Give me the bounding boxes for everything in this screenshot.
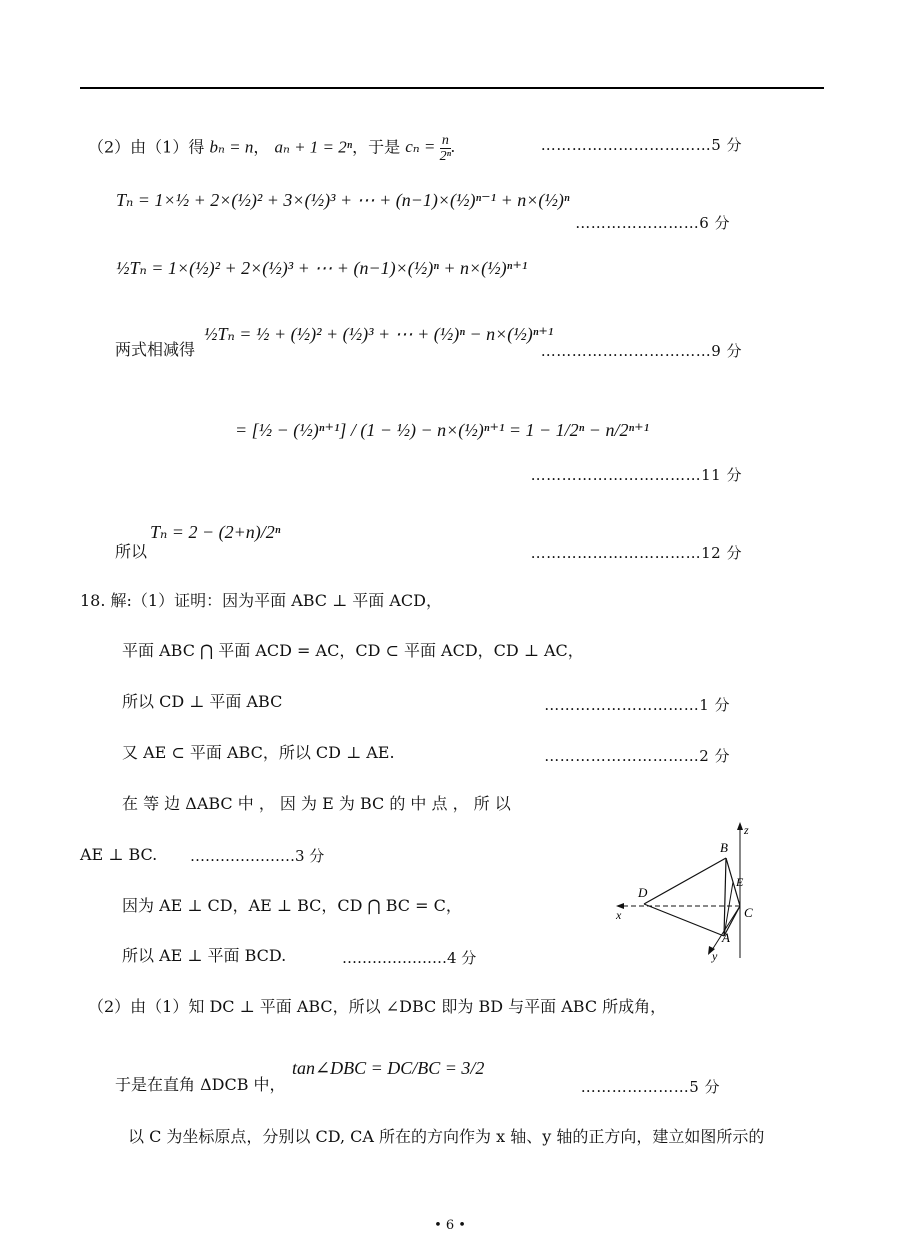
subtract-equation: ½Tₙ = ½ + (½)² + (½)³ + ⋯ + (½)ⁿ − n×(½)ⁿ⁺¹ [204,324,554,344]
cn-equation: cₙ = $\frac{n}{\text{2ⁿ}}$ . [405,133,456,164]
score-12: ……………………………12 分 [530,544,742,562]
q18-line4: 又 AE ⊂ 平面 ABC，所以 CD ⊥ AE. [122,743,395,762]
label-A: A [722,930,730,945]
label-C: C [744,905,753,920]
suoyi-label: 所以 [115,542,148,561]
score-5b: …………………5 分 [580,1078,720,1096]
right-angle-label: 于是在直角 ΔDCB 中， [115,1075,286,1094]
an-equation: aₙ + 1 = 2ⁿ [274,137,353,157]
tan-equation: tan∠DBC = DC/BC = 3/2 [292,1058,485,1078]
edge-DB [644,858,726,904]
label-D: D [638,885,648,900]
edge-DA [644,904,724,936]
q18-line7: 因为 AE ⊥ CD，AE ⊥ BC，CD ⋂ BC = C， [122,896,462,915]
score-6: ……………………6 分 [575,214,730,232]
q18-line6: AE ⊥ BC. [80,845,158,864]
q18-line3: 所以 CD ⊥ 平面 ABC [122,692,283,711]
score-5: ……………………………5 分 [540,136,742,154]
q18-part2: （2）由（1）知 DC ⊥ 平面 ABC，所以 ∠DBC 即为 BD 与平面 ABC 所成角， [88,997,667,1016]
Tn-expansion: Tₙ = 1×½ + 2×(½)² + 3×(½)³ + ⋯ + (n−1)×(½)ⁿ⁻¹ + n×(½)ⁿ [116,190,570,210]
subtract-label: 两式相减得 [115,340,196,359]
label-y: y [712,949,718,963]
label-z: z [744,823,749,837]
score-11: ……………………………11 分 [530,466,742,484]
label-x: x [616,908,622,922]
fraction-equation: = [½ − (½)ⁿ⁺¹] / (1 − ½) − n×(½)ⁿ⁺¹ = 1 − 1/2ⁿ − n/2ⁿ⁺¹ [235,420,650,440]
page-number: • 6 • [434,1218,466,1233]
q18-line5: 在 等 边 ΔABC 中 ， 因 为 E 为 BC 的 中 点 ， 所 以 [122,794,511,813]
header-rule [80,87,824,89]
z-axis-arrow [737,822,743,830]
q18-line1: 18. 解:（1）证明：因为平面 ABC ⊥ 平面 ACD， [80,591,442,610]
q18-line8: 所以 AE ⊥ 平面 BCD. [122,946,287,965]
half-Tn-expansion: ½Tₙ = 1×(½)² + 2×(½)³ + ⋯ + (n−1)×(½)ⁿ + n×(½)ⁿ⁺¹ [116,258,528,278]
score-4: …………………4 分 [342,949,477,967]
score-1: …………………………1 分 [544,696,730,714]
bn-equation: bₙ = n [209,137,254,157]
tetrahedron-figure [612,818,760,963]
q18-line2: 平面 ABC ⋂ 平面 ACD = AC，CD ⊂ 平面 ACD，CD ⊥ AC， [122,641,584,660]
label-E: E [736,875,744,889]
score-3: …………………3 分 [190,847,325,865]
Tn-final: Tₙ = 2 − (2+n)/2ⁿ [150,522,281,542]
coord-line: 以 C 为坐标原点，分别以 CD, CA 所在的方向作为 x 轴、y 轴的正方向，建立如图所示的 [128,1127,765,1146]
part2-intro-line: （2）由（1）得 bₙ = n， aₙ + 1 = 2ⁿ，于是 cₙ = $\frac{n}{\text{2ⁿ}}$ . [88,133,456,164]
label-B: B [720,840,728,855]
score-2: …………………………2 分 [544,747,730,765]
score-9: ……………………………9 分 [540,342,742,360]
